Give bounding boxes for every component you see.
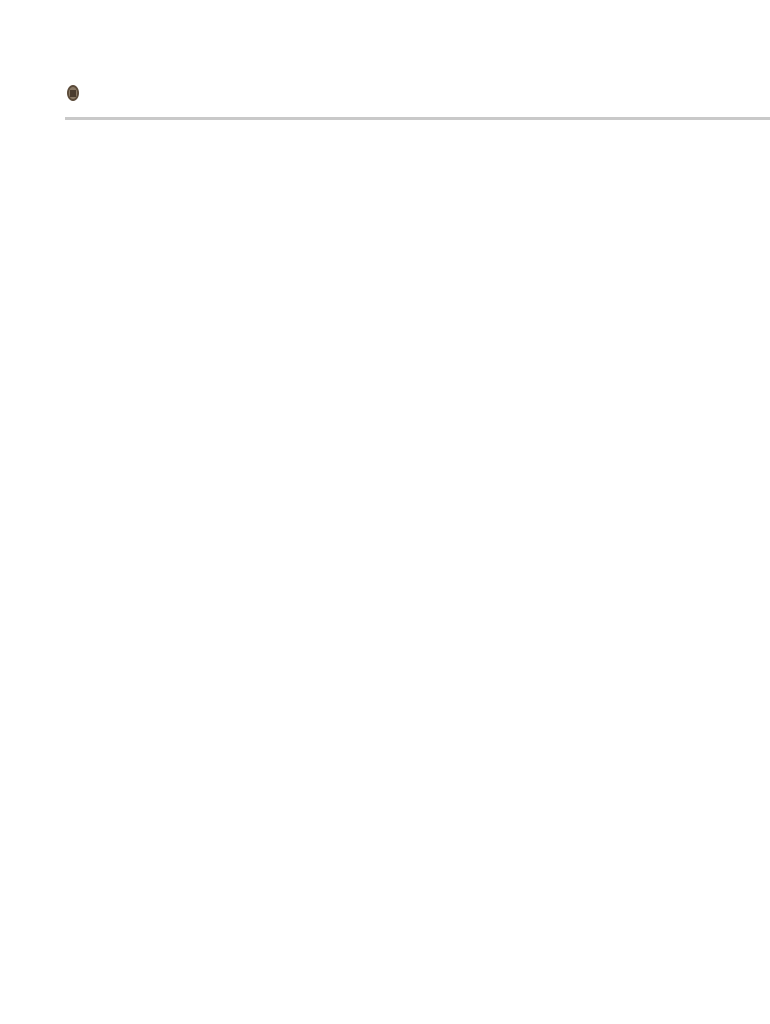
data-table — [65, 117, 770, 121]
state-seal-icon — [66, 84, 80, 102]
table-header-row — [65, 117, 770, 120]
